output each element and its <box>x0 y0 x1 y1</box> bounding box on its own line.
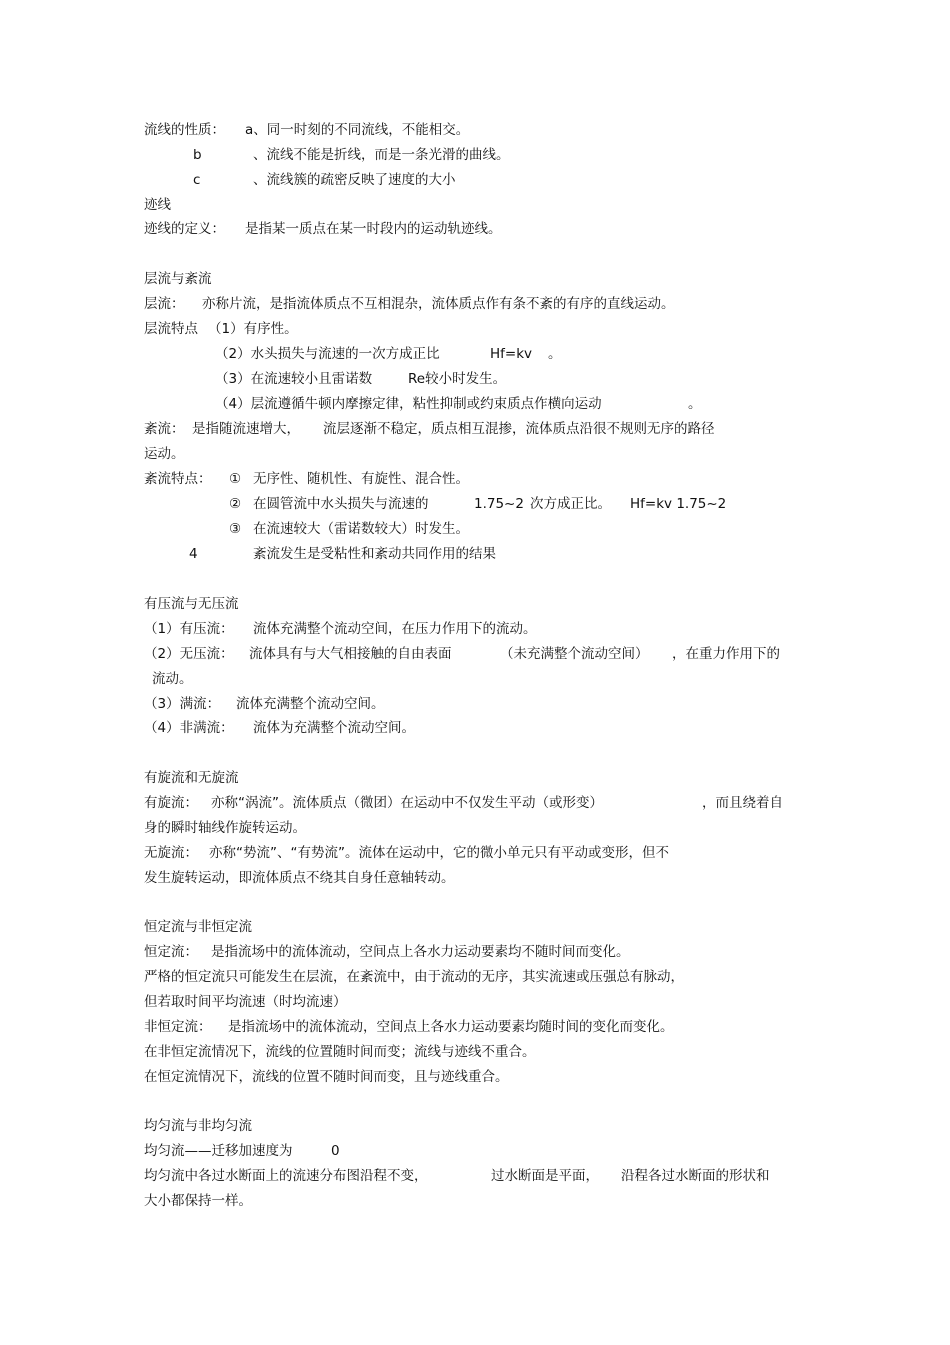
uniform-text-2: 过水断面是平面， <box>491 1168 599 1184</box>
rotational-text-2: ，而且绕着自 <box>702 795 783 811</box>
turbulent-feature-1-mark: ① <box>229 471 242 487</box>
laminar-feature-3: （3）在流速较小且雷诺数 <box>215 371 373 387</box>
turbulent-feature-2-tail: 次方成正比。 <box>530 496 611 512</box>
unsteady-text: 是指流场中的流体流动，空间点上各水力运动要素均随时间的变化而变化。 <box>228 1019 674 1035</box>
turbulent-feature-3: 在流速较大（雷诺数较大）时发生。 <box>253 521 469 537</box>
pressure-item-4-text: 流体为充满整个流动空间。 <box>253 720 415 736</box>
pressure-item-2-text-1: 流体具有与大气相接触的自由表面 <box>249 646 452 662</box>
rotational-text-3: 身的瞬时轴线作旋转运动。 <box>144 820 306 836</box>
laminar-label: 层流： <box>144 296 185 312</box>
irrotational-label: 无旋流： <box>144 845 198 861</box>
pressure-item-3-text: 流体充满整个流动空间。 <box>236 696 385 712</box>
rotational-section-title: 有旋流和无旋流 <box>144 770 239 786</box>
unsteady-label: 非恒定流： <box>144 1019 212 1035</box>
pressure-item-1-label: （1）有压流： <box>144 621 234 637</box>
pressure-item-4-label: （4）非满流： <box>144 720 234 736</box>
uniform-section-title: 均匀流与非均匀流 <box>144 1118 252 1134</box>
uniform-text-4: 大小都保持一样。 <box>144 1193 252 1209</box>
laminar-feature-4-end: 。 <box>688 396 702 412</box>
steady-section-title: 恒定流与非恒定流 <box>144 919 252 935</box>
turbulent-def-2: 流层逐渐不稳定，质点相互混掺，流体质点沿很不规则无序的路径 <box>323 421 715 437</box>
streamline-props-label: 流线的性质： <box>144 122 225 138</box>
turbulent-feature-2-mark: ② <box>229 496 242 512</box>
rotational-text-1: 亦称“涡流”。流体质点（微团）在运动中不仅发生平动（或形变） <box>211 795 603 811</box>
streamline-prop-b: 、流线不能是折线，而是一条光滑的曲线。 <box>253 147 510 163</box>
steady-note-2: 但若取时间平均流速（时均流速） <box>144 994 347 1010</box>
laminar-feature-4: （4）层流遵循牛顿内摩擦定律，粘性抑制或约束质点作横向运动 <box>215 396 602 412</box>
rotational-label: 有旋流： <box>144 795 198 811</box>
turbulent-def-1: 是指随流速增大， <box>192 421 300 437</box>
turbulent-feature-4-mark: 4 <box>189 546 198 562</box>
irrotational-text-1: 亦称“势流”、“有势流”。流体在运动中，它的微小单元只有平动或变形，但不 <box>209 845 669 861</box>
irrotational-text-2: 发生旋转运动，即流体质点不绕其自身任意轴转动。 <box>144 870 455 886</box>
steady-note-3: 在恒定流情况下，流线的位置不随时间而变，且与迹线重合。 <box>144 1069 509 1085</box>
streamline-prop-a: a、同一时刻的不同流线，不能相交。 <box>245 122 470 138</box>
uniform-zero: 0 <box>331 1143 340 1159</box>
laminar-feature-3-re: Re较小时发生。 <box>408 371 507 387</box>
laminar-def: 亦称片流，是指流体质点不互相混杂，流体质点作有条不紊的有序的直线运动。 <box>202 296 675 312</box>
turbulent-feature-2: 在圆管流中水头损失与流速的 <box>253 496 429 512</box>
turbulent-feature-3-mark: ③ <box>229 521 242 537</box>
pressure-item-2-text-4: 流动。 <box>152 671 193 687</box>
turbulent-def-3: 运动。 <box>144 446 185 462</box>
pressure-section-title: 有压流与无压流 <box>144 596 239 612</box>
laminar-feature-2: （2）水头损失与流速的一次方成正比 <box>215 346 440 362</box>
laminar-feature-2-formula: Hf=kv <box>490 346 533 362</box>
pathline-def-label: 迹线的定义： <box>144 221 225 237</box>
pressure-item-1-text: 流体充满整个流动空间，在压力作用下的流动。 <box>253 621 537 637</box>
turbulent-label: 紊流： <box>144 421 185 437</box>
steady-text: 是指流场中的流体流动，空间点上各水力运动要素均不随时间而变化。 <box>211 944 630 960</box>
turbulent-feature-2-exp: 1.75~2 <box>474 496 524 512</box>
steady-note-1: 严格的恒定流只可能发生在层流，在紊流中，由于流动的无序，其实流速或压强总有脉动， <box>144 969 684 985</box>
streamline-prop-c-letter: c <box>193 172 201 188</box>
uniform-def: 均匀流——迁移加速度为 <box>144 1143 293 1159</box>
turbulent-feature-1: 无序性、随机性、有旋性、混合性。 <box>253 471 469 487</box>
laminar-feature-2-end: 。 <box>548 346 562 362</box>
laminar-section-title: 层流与紊流 <box>144 271 212 287</box>
laminar-features-label: 层流特点 <box>144 321 198 337</box>
steady-label: 恒定流： <box>144 944 198 960</box>
pressure-item-3-label: （3）满流： <box>144 696 221 712</box>
uniform-text-1: 均匀流中各过水断面上的流速分布图沿程不变， <box>144 1168 428 1184</box>
pressure-item-2-text-3: ，在重力作用下的 <box>672 646 780 662</box>
turbulent-features-label: 紊流特点： <box>144 471 212 487</box>
pathline-title: 迹线 <box>144 197 171 213</box>
turbulent-feature-2-formula: Hf=kv 1.75~2 <box>630 496 727 512</box>
pathline-def-text: 是指某一质点在某一时段内的运动轨迹线。 <box>245 221 502 237</box>
turbulent-feature-4: 紊流发生是受粘性和紊动共同作用的结果 <box>253 546 496 562</box>
unsteady-note: 在非恒定流情况下，流线的位置随时间而变；流线与迹线不重合。 <box>144 1044 536 1060</box>
pressure-item-2-label: （2）无压流： <box>144 646 234 662</box>
pressure-item-2-text-2: （未充满整个流动空间） <box>500 646 649 662</box>
streamline-prop-b-letter: b <box>193 147 202 163</box>
streamline-prop-c: 、流线簇的疏密反映了速度的大小 <box>253 172 456 188</box>
laminar-feature-1: （1）有序性。 <box>208 321 298 337</box>
uniform-text-3: 沿程各过水断面的形状和 <box>621 1168 770 1184</box>
